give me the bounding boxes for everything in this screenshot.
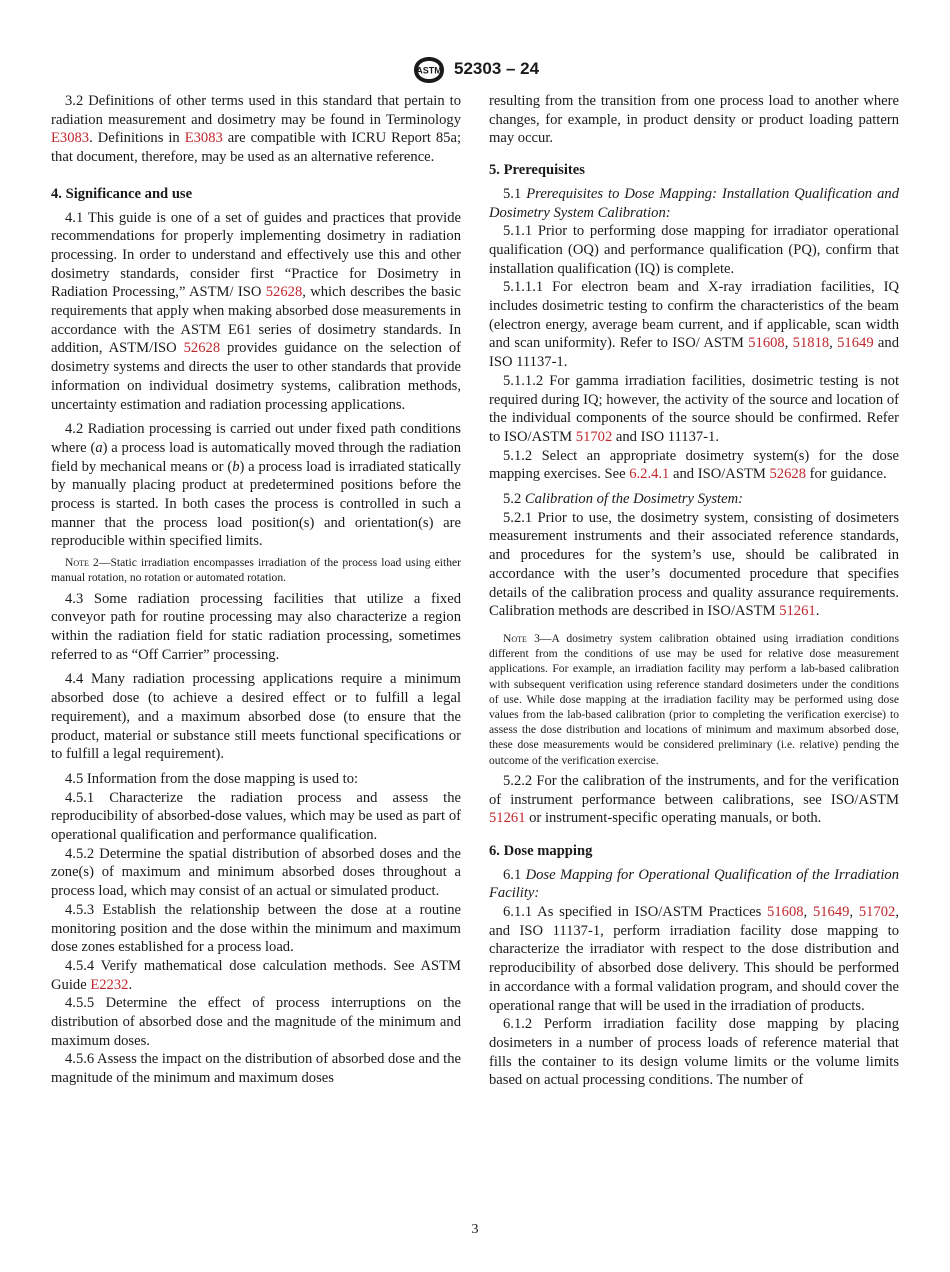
document-id: 52303 – 24 — [454, 59, 540, 78]
paragraph-5-1: 5.1 Prerequisites to Dose Mapping: Installation Qualification and Dosimetry System Calibration: — [489, 185, 900, 221]
ref-link-e3083[interactable]: E3083 — [51, 130, 90, 147]
ref-link-51608[interactable]: 51608 — [767, 904, 804, 921]
paragraph-6-1: 6.1 Dose Mapping for Operational Qualification of the Irradiation Facility: — [489, 866, 899, 902]
logo-text: ASTM — [416, 65, 442, 76]
ref-link-51702[interactable]: 51702 — [858, 904, 896, 921]
paragraph-6-1-1: 6.1.1 As specified in ISO/ASTM Practices 51608, 51649, 51702, and ISO 11137-1, perform irradiation facility dose mapping to characterize the irradiator with respect to the dose distribution and reproducibility of absorbed dose delivery. This should be performed in accordance with a formal validation program, and should cover the operational range that will be used in the irradiation of products. — [489, 904, 899, 1014]
section-heading-6: 6. Dose mapping — [489, 842, 593, 859]
paragraph-5-1-1-1: 5.1.1.1 For electron beam and X-ray irradiation facilities, IQ includes dosimetric testing to confirm the characteristics of the beam (electron energy, average beam current, and if applicable, scan width and scan uniformity). Refer to ISO/ ASTM 51608, 51818, 51649 and ISO 11137-1. — [489, 279, 899, 371]
ref-link-6-2-4-1[interactable]: 6.2.4.1 — [629, 466, 670, 483]
paragraph-5-2-2: 5.2.2 For the calibration of the instruments, and for the verification of instrument performance between calibrations, see ISO/ASTM 51261 or instrument-specific operating manuals, or both. — [489, 772, 899, 827]
note-3: Note 3—A dosimetry system calibration obtained using irradiation conditions different from the conditions of use may be used for relative dose measurement applications. For example, an irradiation facility may perform a lab-based calibration with subsequent verification using reference standard dosimeters under the conditions of use. While dose mapping at the irradiation facility may be performed using dose values from the lab-based calibration (prior to completing the verification exercise) to assess the dose distribution and locations of minimum and maximum absorbed dose, these dose measurements would be considered preliminary (i.e. relative) pending the outcome of the verification exercise. — [489, 631, 899, 767]
paragraph-5-2: 5.2 Calibration of the Dosimetry System: — [503, 491, 743, 508]
ref-link-e2232[interactable]: E2232 — [90, 976, 129, 993]
paragraph-4-5-6: 4.5.6 Assess the impact on the distribution of absorbed dose and the magnitude of the minimum and maximum doses — [51, 1051, 461, 1087]
paragraph-6-1-2: 6.1.2 Perform irradiation facility dose mapping by placing dosimeters in a number of process loads of reference material that fills the container to its design volume limits or the volume limits based on actual processing conditions. The number of — [489, 1016, 899, 1089]
ref-link-51261[interactable]: 51261 — [489, 810, 526, 827]
paragraph-4-1: 4.1 This guide is one of a set of guides and practices that provide recommendations for properly implementing dosimetry in radiation processing. In order to understand and effectively use this and other dosimetry standards, consider first “Practice for Dosimetry in Radiation Processing,” ASTM/ ISO 52628, which describes the basic requirements that apply when making absorbed dose measurements in accordance with the ASTM E61 series of dosimetry standards. In addition, ASTM/ISO 52628 provides guidance on the selection of dosimetry systems and directs the user to other standards that provide information on individual dosimetry systems, calibration methods, uncertainty estimation and radiation processing applications. — [51, 209, 461, 413]
paragraph-3-2: 3.2 Definitions of other terms used in this standard that pertain to radiation measurement and dosimetry may be found in Terminology E3083. Definitions in E3083 are compatible with ICRU Report 85a; that document, therefore, may be used as an alternative reference. — [51, 93, 461, 166]
paragraph-continuation: resulting from the transition from one process load to another where changes, for example, in product density or product loading pattern may occur. — [489, 93, 899, 147]
left-column — [51, 92, 461, 1088]
ref-link-51608[interactable]: 51608 — [748, 335, 785, 352]
ref-link-51702[interactable]: 51702 — [575, 428, 613, 445]
paragraph-5-1-1: 5.1.1 Prior to performing dose mapping for irradiator operational qualification (OQ) and performance qualification (PQ), confirm that installation qualification (IQ) is complete. — [489, 223, 899, 277]
paragraph-4-5-1: 4.5.1 Characterize the radiation process and assess the reproducibility of absorbed-dose values, which may be used as part of operational qualification and performance qualification. — [51, 789, 461, 844]
ref-link-e3083[interactable]: E3083 — [184, 130, 223, 147]
note-2: Note 2—Static irradiation encompasses irradiation of the process load using either manual rotation, no rotation or automated rotation. — [51, 556, 461, 585]
paragraph-4-5-5: 4.5.5 Determine the effect of process interruptions on the distribution of absorbed dose and the magnitude of the minimum and maximum doses. — [51, 995, 461, 1049]
paragraph-4-5-3: 4.5.3 Establish the relationship between the dose at a routine monitoring position and the dose within the minimum and maximum dose zones established for a process load. — [51, 901, 461, 956]
astm-logo-icon — [411, 56, 447, 84]
page-header — [0, 56, 950, 84]
paragraph-5-1-2: 5.1.2 Select an appropriate dosimetry system(s) for the dose mapping exercises. See 6.2.4.1 and ISO/ASTM 52628 for guidance. — [489, 447, 899, 483]
ref-link-51649[interactable]: 51649 — [812, 904, 850, 921]
paragraph-4-3: 4.3 Some radiation processing facilities that utilize a fixed conveyor path for routine processing may also characterize a region within the radiation field for static radiation processing, sometimes referred to as “Off Carrier” processing. — [51, 590, 461, 663]
paragraph-4-5: 4.5 Information from the dose mapping is used to: — [65, 770, 359, 787]
right-column — [489, 92, 899, 1090]
paragraph-4-4: 4.4 Many radiation processing applications require a minimum absorbed dose (to achieve a desired effect or to fulfill a legal requirement), and a maximum absorbed dose (to ensure that the product, material or substance still meets functional specifications or to fulfill a legal requirement). — [51, 671, 461, 763]
page-number: 3 — [471, 1222, 479, 1237]
paragraph-5-1-1-2: 5.1.1.2 For gamma irradiation facilities, dosimetric testing is not required during IQ; however, the activity of the source and location of the individual components of the source should be confirmed. Refer to ISO/ASTM 51702 and ISO 11137-1. — [489, 372, 899, 445]
ref-link-51649[interactable]: 51649 — [837, 335, 874, 352]
ref-link-51261[interactable]: 51261 — [779, 603, 816, 620]
paragraph-4-5-4: 4.5.4 Verify mathematical dose calculation methods. See ASTM Guide E2232. — [51, 957, 461, 993]
ref-link-52628[interactable]: 52628 — [769, 466, 806, 483]
ref-link-51818[interactable]: 51818 — [792, 335, 830, 352]
paragraph-5-2-1: 5.2.1 Prior to use, the dosimetry system, consisting of dosimeters measurement instruments and their associated reference standards, and procedures for the system’s use, should be calibrated in accordance with the user’s documented procedure that specifies details of the calibration process and quality assurance requirements. Calibration methods are described in ISO/ASTM 51261. — [489, 509, 899, 620]
paragraph-4-5-2: 4.5.2 Determine the spatial distribution of absorbed doses and the zone(s) of maximum and minimum absorbed doses throughout a process load, which may consist of an actual or simulated product. — [51, 845, 461, 900]
section-heading-5: 5. Prerequisites — [489, 162, 585, 179]
paragraph-4-2: 4.2 Radiation processing is carried out under fixed path conditions where (a) a process load is automatically moved through the radiation field by mechanical means or (b) a process load is irradiated statically by manually placing product at predetermined positions before the process is started. In both cases the process is controlled in such a manner that the process load position(s) and orientation(s) are reproducible within specified limits. — [51, 421, 461, 550]
section-heading-4: 4. Significance and use — [51, 185, 193, 202]
ref-link-52628[interactable]: 52628 — [265, 284, 303, 301]
ref-link-52628[interactable]: 52628 — [183, 340, 221, 357]
